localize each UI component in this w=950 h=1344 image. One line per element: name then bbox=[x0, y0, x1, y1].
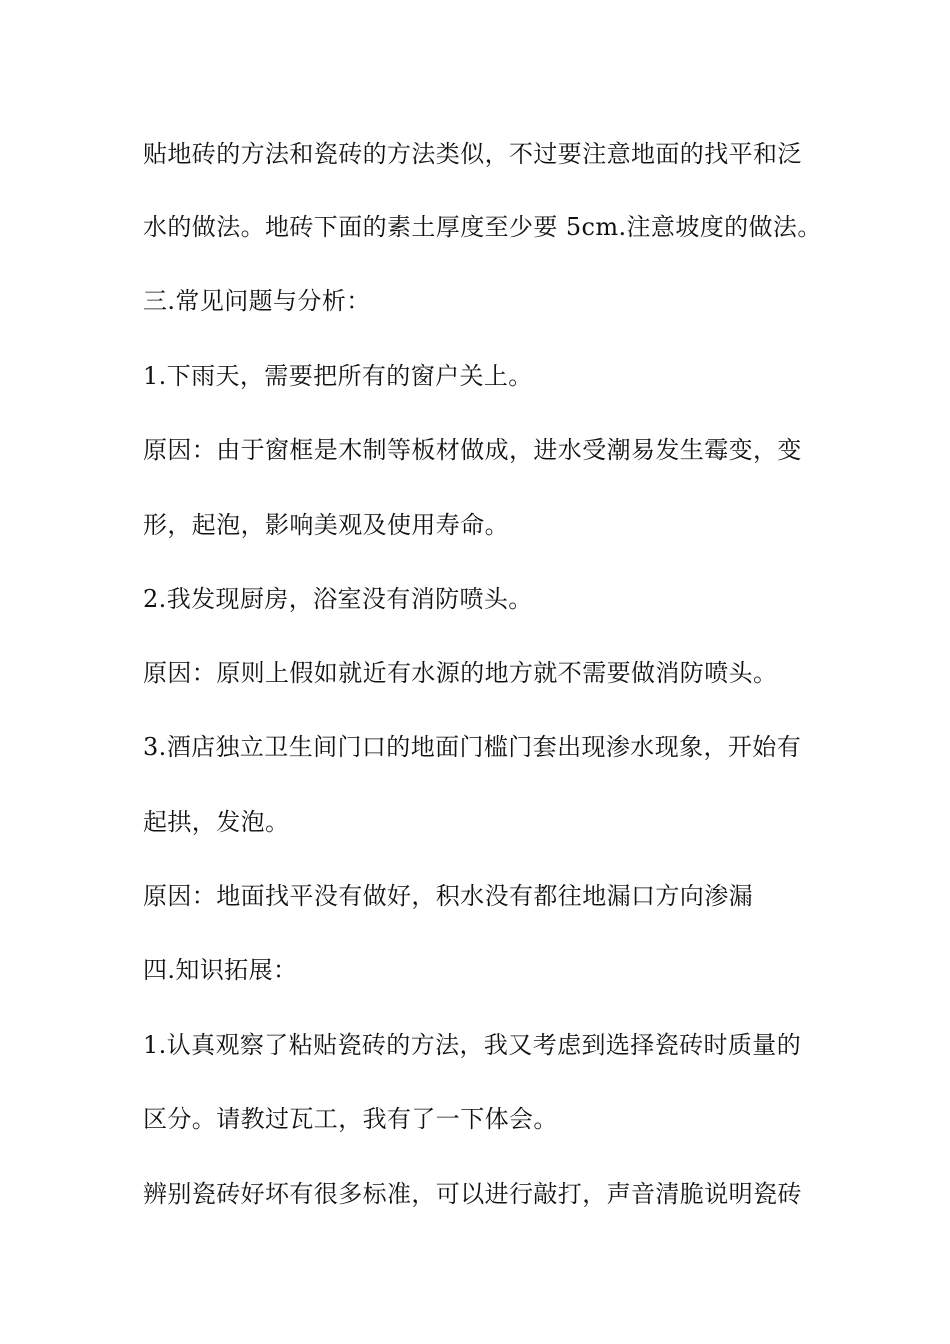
section-heading-3: 三.常见问题与分析： bbox=[143, 287, 371, 315]
text-line-1: 贴地砖的方法和瓷砖的方法类似，不过要注意地面的找平和泛 bbox=[143, 140, 802, 168]
text-line-8: 原因：原则上假如就近有水源的地方就不需要做消防喷头。 bbox=[143, 659, 778, 687]
text-line-10: 起拱，发泡。 bbox=[143, 808, 290, 836]
text-line-9: 3.酒店独立卫生间门口的地面门槛门套出现渗水现象，开始有 bbox=[143, 733, 802, 761]
text-line-15: 辨别瓷砖好坏有很多标准，可以进行敲打，声音清脆说明瓷砖 bbox=[143, 1180, 802, 1208]
text-line-7: 2.我发现厨房，浴室没有消防喷头。 bbox=[143, 585, 533, 613]
text-line-5: 原因：由于窗框是木制等板材做成，进水受潮易发生霉变，变 bbox=[143, 436, 802, 464]
section-heading-4: 四.知识拓展： bbox=[143, 956, 298, 984]
text-line-2: 水的做法。地砖下面的素土厚度至少要 5cm.注意坡度的做法。 bbox=[143, 213, 822, 241]
text-line-13: 1.认真观察了粘贴瓷砖的方法，我又考虑到选择瓷砖时质量的 bbox=[143, 1031, 802, 1059]
text-line-6: 形，起泡，影响美观及使用寿命。 bbox=[143, 511, 509, 539]
text-line-11: 原因：地面找平没有做好，积水没有都往地漏口方向渗漏 bbox=[143, 882, 753, 910]
text-line-4: 1.下雨天，需要把所有的窗户关上。 bbox=[143, 362, 533, 390]
text-line-14: 区分。请教过瓦工，我有了一下体会。 bbox=[143, 1105, 558, 1133]
